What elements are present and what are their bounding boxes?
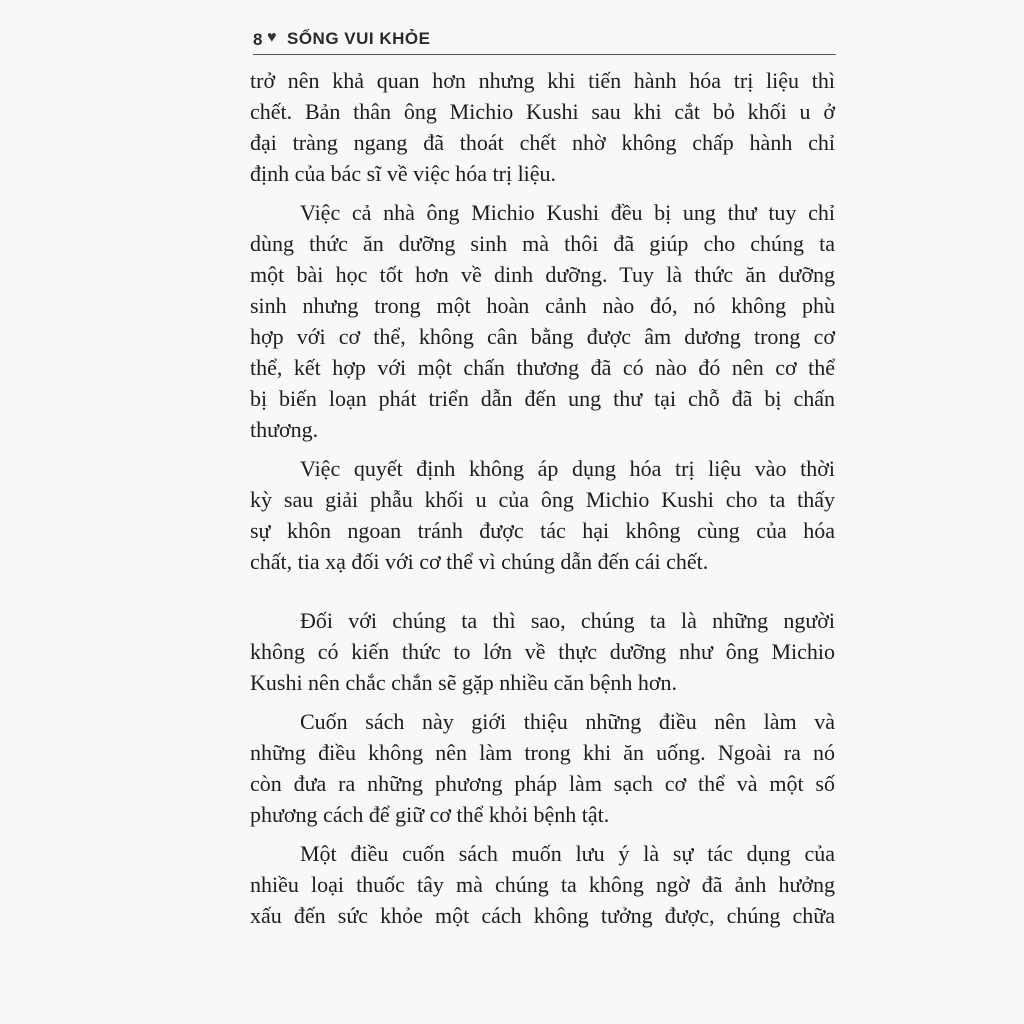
page-header [253, 24, 836, 55]
paragraph [250, 706, 835, 830]
body-text [250, 65, 835, 939]
text-line: bị biến loạn phát triển dẫn đến ung thư tại chỗ đã bị chấn [250, 386, 835, 411]
text-line: chất, tia xạ đối với cơ thể vì chúng dẫn đến cái chết. [250, 549, 709, 574]
paragraph [250, 605, 835, 698]
text-line: sự khôn ngoan tránh được tác hại không cùng của hóa [250, 518, 835, 543]
text-line: thương. [250, 417, 319, 442]
text-line: Kushi nên chắc chắn sẽ gặp nhiều căn bệnh hơn. [250, 670, 678, 695]
text-line: kỳ sau giải phẫu khối u của ông Michio Kushi cho ta thấy [250, 487, 835, 512]
text-line: nhiều loại thuốc tây mà chúng ta không ngờ đã ảnh hưởng [250, 872, 835, 897]
text-line: xấu đến sức khỏe một cách không tưởng được, chúng chữa [250, 903, 835, 928]
text-line: sinh nhưng trong một hoàn cảnh nào đó, nó không phù [250, 293, 835, 318]
text-line: Việc cả nhà ông Michio Kushi đều bị ung thư tuy chỉ [300, 200, 835, 225]
page-number: 8 [253, 30, 263, 49]
text-line: phương cách để giữ cơ thể khỏi bệnh tật. [250, 802, 610, 827]
paragraph [250, 65, 835, 189]
text-line: định của bác sĩ về việc hóa trị liệu. [250, 161, 557, 186]
heart-icon: ♥ [267, 29, 277, 46]
text-line: Cuốn sách này giới thiệu những điều nên làm và [300, 709, 835, 734]
running-title: SỐNG VUI KHỎE [287, 29, 431, 48]
text-line: những điều không nên làm trong khi ăn uống. Ngoài ra nó [250, 740, 835, 765]
paragraph [250, 838, 835, 931]
text-line: trở nên khả quan hơn nhưng khi tiến hành hóa trị liệu thì [250, 68, 835, 93]
text-line: Một điều cuốn sách muốn lưu ý là sự tác dụng của [300, 841, 835, 866]
text-line: còn đưa ra những phương pháp làm sạch cơ thể và một số [250, 771, 835, 796]
text-line: Đối với chúng ta thì sao, chúng ta là những người [300, 608, 835, 633]
text-line: dùng thức ăn dưỡng sinh mà thôi đã giúp cho chúng ta [250, 231, 835, 256]
paragraph [250, 197, 835, 445]
text-line: không có kiến thức to lớn về thực dưỡng như ông Michio [250, 639, 835, 664]
paragraph [250, 453, 835, 577]
text-line: đại tràng ngang đã thoát chết nhờ không chấp hành chỉ [250, 130, 835, 155]
text-line: hợp với cơ thể, không cân bằng được âm dương trong cơ [250, 324, 835, 349]
text-line: một bài học tốt hơn về dinh dưỡng. Tuy là thức ăn dưỡng [250, 262, 835, 287]
text-line: Việc quyết định không áp dụng hóa trị liệu vào thời [300, 456, 835, 481]
text-line: chết. Bản thân ông Michio Kushi sau khi cắt bỏ khối u ở [250, 99, 835, 124]
text-line: thể, kết hợp với một chấn thương đã có nào đó nên cơ thể [250, 355, 835, 380]
